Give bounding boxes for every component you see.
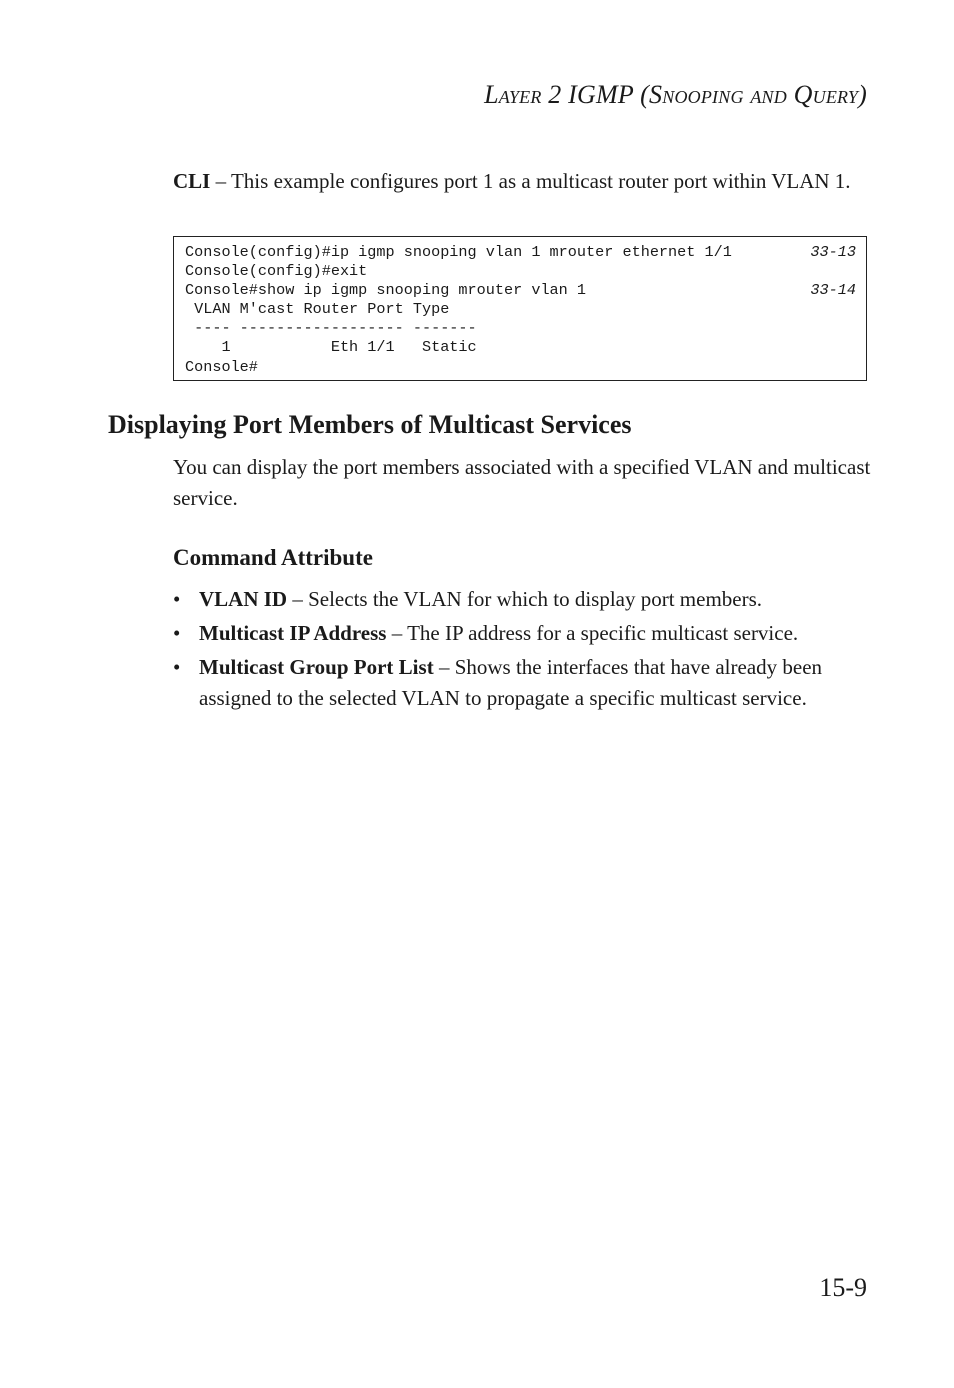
header-part: ayer — [498, 80, 542, 109]
code-line — [185, 358, 856, 377]
code-line — [185, 262, 856, 281]
code-text: 1 Eth 1/1 Static — [185, 338, 477, 357]
header-part: Q — [793, 80, 813, 109]
cli-intro-paragraph — [173, 166, 873, 197]
command-attribute-heading: Command Attribute — [173, 545, 373, 570]
header-part: ) — [858, 80, 867, 109]
code-text: Console(config)#ip igmp snooping vlan 1 mrouter ethernet 1/1 — [185, 243, 732, 261]
code-text: ---- ------------------ ------- — [185, 319, 477, 338]
code-page-ref: 33-13 — [810, 243, 856, 261]
code-line — [185, 338, 856, 357]
header-part: uery — [812, 80, 859, 109]
cli-intro-text: – This example configures port 1 as a multicast router port within VLAN 1. — [210, 169, 851, 193]
code-example-box — [173, 236, 867, 381]
code-text: VLAN M'cast Router Port Type — [185, 300, 450, 319]
attribute-list — [173, 584, 873, 717]
running-header — [484, 80, 867, 110]
code-line — [185, 300, 856, 319]
section-heading: Displaying Port Members of Multicast Services — [108, 410, 632, 439]
page-number: 15-9 — [819, 1273, 867, 1302]
code-text: Console#show ip igmp snooping mrouter vlan 1 — [185, 281, 587, 300]
attribute-term: VLAN ID — [199, 587, 288, 611]
header-part: S — [649, 80, 663, 109]
section-paragraph: You can display the port members associated with a specified VLAN and multicast service. — [173, 455, 871, 510]
cli-label: CLI — [173, 169, 211, 193]
list-item — [173, 618, 873, 649]
header-part: 2 IGMP ( — [541, 80, 650, 109]
header-part: nooping — [662, 80, 744, 109]
code-page-ref: 33-14 — [810, 281, 856, 300]
code-text: Console# — [185, 357, 258, 376]
code-text: Console(config)#exit — [185, 262, 368, 281]
code-line — [185, 243, 856, 262]
attribute-description: – Selects the VLAN for which to display port members. — [287, 587, 763, 611]
bullet-icon: • — [173, 587, 181, 611]
list-item — [173, 652, 873, 714]
code-line — [185, 319, 856, 338]
header-part: and — [750, 80, 787, 109]
attribute-description: – The IP address for a specific multicast service. — [386, 621, 799, 645]
bullet-icon: • — [173, 621, 181, 645]
code-line — [185, 281, 856, 300]
attribute-description: – Shows the interfaces that have already been assigned to the selected VLAN to propagate a specific multicast service. — [199, 655, 823, 710]
attribute-term: Multicast Group Port List — [199, 655, 434, 679]
bullet-icon: • — [173, 655, 181, 679]
attribute-term: Multicast IP Address — [199, 621, 387, 645]
list-item — [173, 584, 873, 615]
header-part: L — [484, 80, 499, 109]
